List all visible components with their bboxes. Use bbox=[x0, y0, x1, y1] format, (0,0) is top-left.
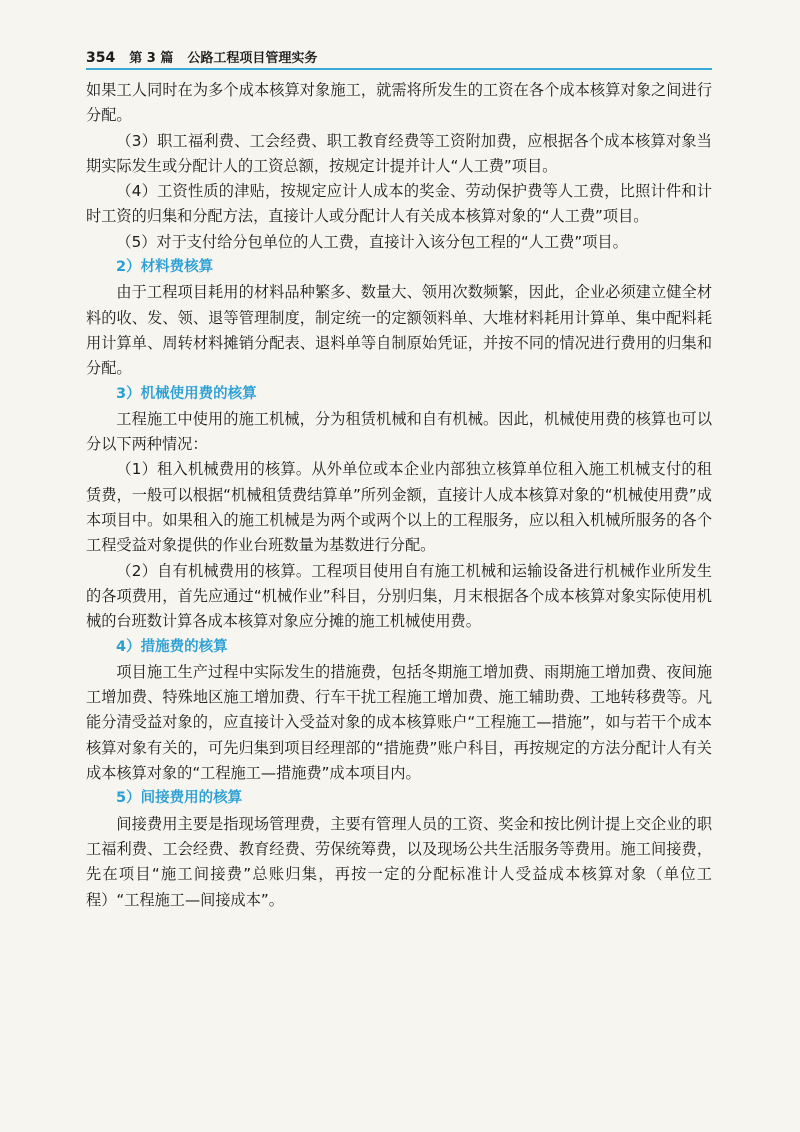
page-body bbox=[86, 78, 712, 913]
paragraph-item-4: （4）工资性质的津贴，按规定应计人成本的奖金、劳动保护费等人工费，比照计件和计时工资的归集和分配方法，直接计人或分配计人有关成本核算对象的“人工费”项目。 bbox=[86, 182, 712, 226]
page-number: 354 bbox=[86, 50, 116, 66]
paragraph-item-3: （3）职工福利费、工会经费、职工教育经费等工资附加费，应根据各个成本核算对象当期实际发生或分配计人的工资总额，按规定计提并计人“人工费”项目。 bbox=[86, 131, 712, 175]
page-header bbox=[86, 40, 712, 70]
paragraph-material-cost: 由于工程项目耗用的材料品种繁多、数量大、领用次数频繁，因此，企业必须建立健全材料的收、发、领、退等管理制度，制定统一的定额领料单、大堆材料耗用计算单、集中配料耗用计算单、周转材料摊销分配表、退料单等自制原始凭证，并按不同的情况进行费用的归集和分配。 bbox=[86, 283, 712, 378]
section-heading-machinery-cost: 3）机械使用费的核算 bbox=[116, 385, 257, 402]
paragraph-item-5: （5）对于支付给分包单位的人工费，直接计入该分包工程的“人工费”项目。 bbox=[116, 232, 628, 251]
section-heading-measure-cost: 4）措施费的核算 bbox=[116, 638, 228, 655]
paragraph-own-machinery: （2）自有机械费用的核算。工程项目使用自有施工机械和运输设备进行机械作业所发生的各项费用，首先应通过“机械作业”科目，分别归集，月末根据各个成本核算对象实际使用机械的台班数计算各成本核算对象应分摊的施工机械使用费。 bbox=[86, 561, 712, 631]
paragraph-measure-cost: 项目施工生产过程中实际发生的措施费，包括冬期施工增加费、雨期施工增加费、夜间施工增加费、特殊地区施工增加费、行车干扰工程施工增加费、施工辅助费、工地转移费等。凡能分清受益对象的，应直接计入受益对象的成本核算账户“工程施工—措施”，如与若干个成本核算对象有关的，可先归集到项目经理部的“措施费”账户科目，再按规定的方法分配计人有关成本核算对象的“工程施工—措施费”成本项目内。 bbox=[86, 662, 712, 783]
paragraph-rented-machinery: （1）租入机械费用的核算。从外单位或本企业内部独立核算单位租入施工机械支付的租赁费，一般可以根据“机械租赁费结算单”所列金额，直接计人成本核算对象的“机械使用费”成本项目中。如果租入的施工机械是为两个或两个以上的工程服务，应以租入机械所服务的各个工程受益对象提供的作业台班数量为基数进行分配。 bbox=[86, 460, 712, 555]
book-title: 公路工程项目管理实务 bbox=[187, 51, 318, 66]
paragraph-labor-allocation: 如果工人同时在为多个成本核算对象施工，就需将所发生的工资在各个成本核算对象之间进行分配。 bbox=[86, 81, 712, 125]
paragraph-indirect-cost: 间接费用主要是指现场管理费，主要有管理人员的工资、奖金和按比例计提上交企业的职工福利费、工会经费、教育经费、劳保统筹费，以及现场公共生活服务等费用。施工间接费，先在项目“施工间接费”总账归集，再按一定的分配标准计人受益成本核算对象（单位工程）“工程施工—间接成本”。 bbox=[86, 814, 712, 909]
paragraph-machinery-intro: 工程施工中使用的施工机械，分为租赁机械和自有机械。因此，机械使用费的核算也可以分以下两种情况： bbox=[86, 409, 712, 454]
chapter-label: 第 3 篇 bbox=[129, 51, 174, 66]
section-heading-indirect-cost: 5）间接费用的核算 bbox=[116, 790, 243, 807]
section-heading-material-cost: 2）材料费核算 bbox=[116, 259, 214, 276]
